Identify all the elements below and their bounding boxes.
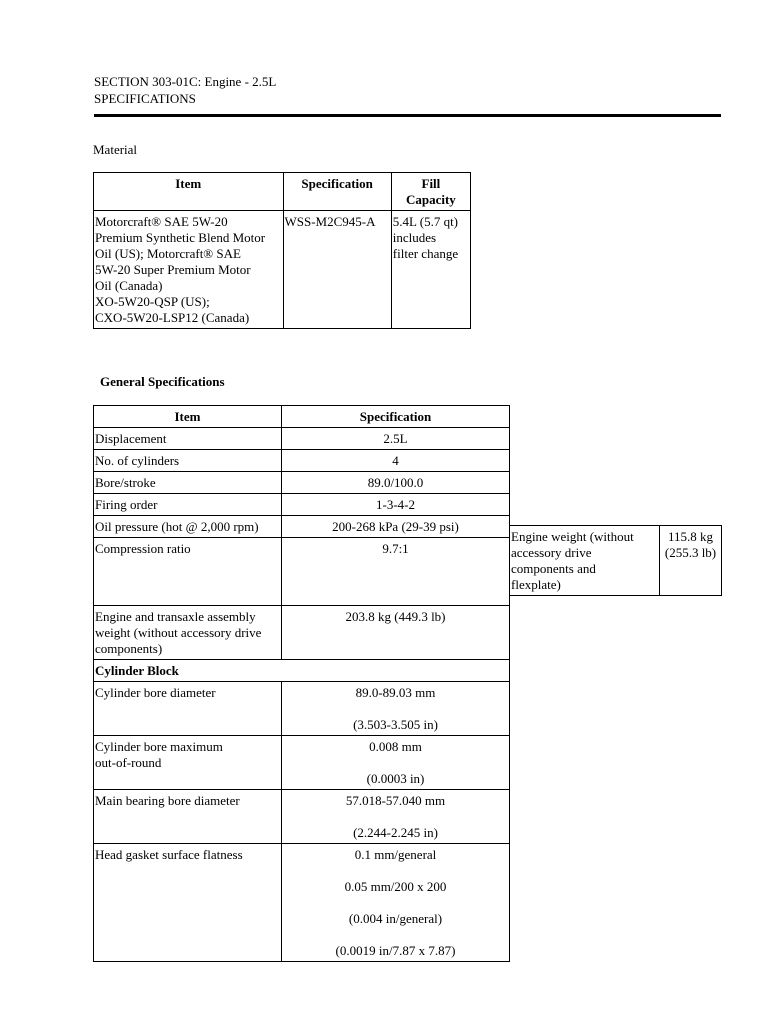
- header-rule: [94, 114, 721, 117]
- engine-weight-table: [509, 525, 722, 596]
- table-header-row: [94, 406, 510, 428]
- page-subtitle: SPECIFICATIONS: [94, 91, 196, 106]
- general-specs-label: General Specifications: [100, 374, 225, 389]
- section-heading-row: [94, 660, 510, 682]
- table-row: Cylinder bore diameter 89.0-89.03 mm (3.503-3.505 in): [94, 682, 510, 736]
- material-item-cell: Motorcraft® SAE 5W-20 Premium Synthetic Blend Motor Oil (US); Motorcraft® SAE 5W-20 Super Premium Motor Oil (Canada) XO-5W20-QSP (US); CXO-5W20-LSP12 (Canada): [94, 211, 284, 329]
- table-row: No. of cylinders 4: [94, 450, 510, 472]
- table-row: Main bearing bore diameter 57.018-57.040 mm (2.244-2.245 in): [94, 790, 510, 844]
- engine-weight-item: Engine weight (without accessory drive components and flexplate): [510, 526, 660, 596]
- table-row: Compression ratio 9.7:1: [94, 538, 510, 606]
- material-specification-cell: WSS-M2C945-A: [283, 211, 391, 329]
- general-specs-table: [93, 405, 510, 962]
- table-row: Displacement 2.5L: [94, 428, 510, 450]
- table-row: Bore/stroke 89.0/100.0: [94, 472, 510, 494]
- col-header-item: Item: [94, 406, 282, 428]
- material-label: Material: [93, 142, 138, 157]
- engine-weight-value: 115.8 kg (255.3 lb): [660, 526, 722, 596]
- cylinder-block-heading: Cylinder Block: [94, 660, 510, 682]
- table-header-row: [94, 173, 471, 211]
- table-row: Head gasket surface flatness 0.1 mm/general 0.05 mm/200 x 200 (0.004 in/general) (0.0019 in/7.87 x 7.87): [94, 844, 510, 962]
- col-header-specification: Specification: [282, 406, 510, 428]
- table-row: Engine and transaxle assembly weight (without accessory drive components) 203.8 kg (449.3 lb): [94, 606, 510, 660]
- page-header: [94, 74, 276, 108]
- material-fill-cell: 5.4L (5.7 qt) includes filter change: [391, 211, 470, 329]
- col-header-item: Item: [94, 173, 284, 211]
- section-title: SECTION 303-01C: Engine - 2.5L: [94, 74, 277, 89]
- table-row: Oil pressure (hot @ 2,000 rpm) 200-268 kPa (29-39 psi): [94, 516, 510, 538]
- table-row: Cylinder bore maximum out-of-round 0.008 mm (0.0003 in): [94, 736, 510, 790]
- col-header-specification: Specification: [283, 173, 391, 211]
- col-header-fill-capacity: Fill Capacity: [391, 173, 470, 211]
- table-row: [510, 526, 722, 596]
- table-row: [94, 211, 471, 329]
- material-table: [93, 172, 471, 329]
- table-row: Firing order 1-3-4-2: [94, 494, 510, 516]
